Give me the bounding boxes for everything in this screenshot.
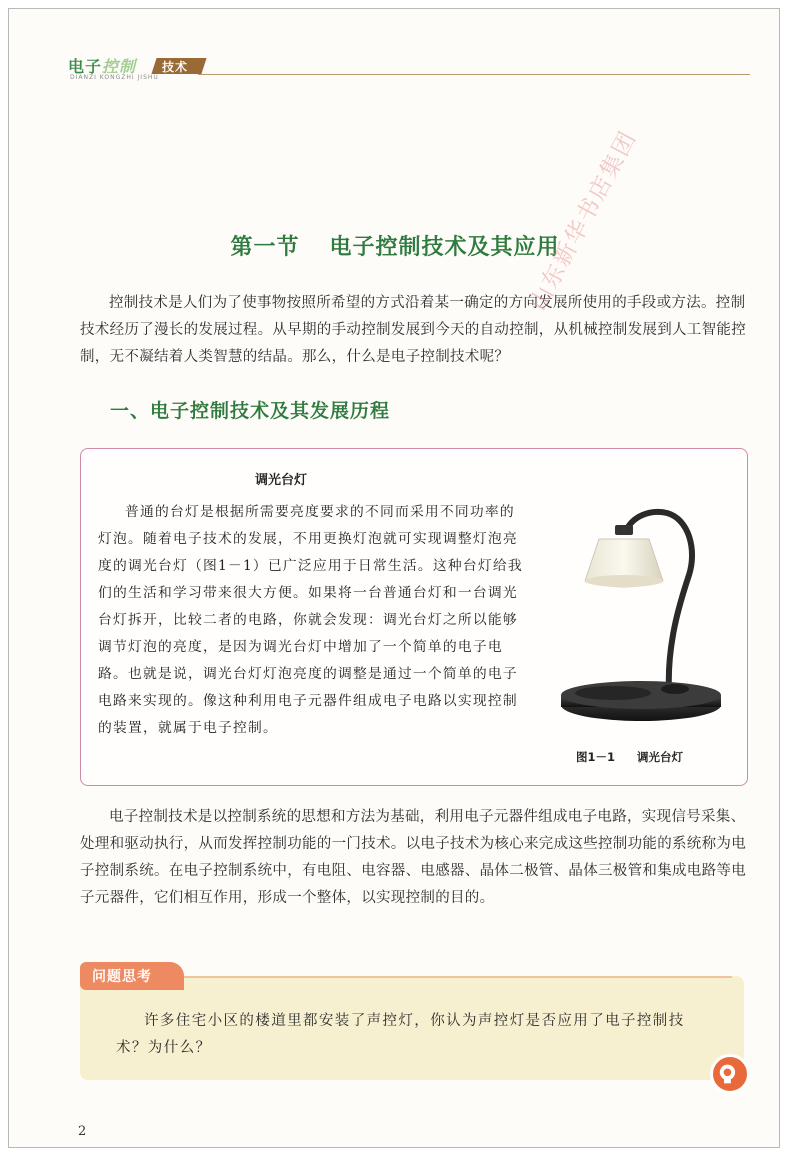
- logo-text-1: 电子: [68, 57, 103, 76]
- watermark: 山东新华书店集团: [525, 126, 643, 316]
- figure-caption-text: 调光台灯: [637, 750, 684, 764]
- think-box-edge: [170, 976, 732, 978]
- figure-number: 图1－1: [576, 750, 616, 764]
- running-header: [68, 52, 768, 82]
- header-pinyin: DIANZI KONGZHI JISHU: [70, 74, 159, 81]
- lamp-image: [551, 495, 731, 735]
- subheading: 一、电子控制技术及其发展历程: [110, 400, 391, 422]
- intro-paragraph: 控制技术是人们为了使事物按照所希望的方式沿着某一确定的方向发展所使用的手段或方法。控制技术经历了漫长的发展过程。从早期的手动控制发展到今天的自动控制，从机械控制发展到人工智能控制，无不凝结着人类智慧的结晶。那么，什么是电子控制技术呢？: [80, 295, 746, 365]
- page-number: 2: [78, 1124, 87, 1139]
- section-title-text: 电子控制技术及其应用: [329, 235, 560, 260]
- header-tag: 技术: [162, 60, 189, 74]
- think-box: [80, 969, 744, 1080]
- case-box: [80, 448, 748, 786]
- section-title: [0, 230, 790, 261]
- body-paragraph: 电子控制技术是以控制系统的思想和方法为基础，利用电子元器件组成电子电路，实现信号采集、处理和驱动执行，从而发挥控制功能的一门技术。以电子技术为核心来完成这些控制功能的系统称为电子控制系统。在电子控制系统中，有电阻、电容器、电感器、晶体二极管、晶体三极管和集成电路等电子元器件，它们相互作用，形成一个整体，以实现控制的目的。: [80, 809, 746, 906]
- think-label: 问题思考: [92, 969, 152, 985]
- section-number: 第一节: [230, 235, 300, 260]
- case-box-text: 普通的台灯是根据所需要亮度要求的不同而采用不同功率的灯泡。随着电子技术的发展，不用更换灯泡就可实现调整灯泡亮度的调光台灯（图1－1）已广泛应用于日常生活。这种台灯给我们的生活和学习带来很大方便。如果将一台普通台灯和一台调光台灯拆开，比较二者的电路，你就会发现：调光台灯之所以能够调节灯泡的亮度，是因为调光台灯中增加了一个简单的电子电路。也就是说，调光台灯灯泡亮度的调整是通过一个简单的电子电路来实现的。像这种利用电子元器件组成电子电路以实现控制的装置，就属于电子控制。: [98, 504, 523, 736]
- logo-text-2: 控制: [102, 57, 137, 76]
- think-text: 许多住宅小区的楼道里都安装了声控灯，你认为声控灯是否应用了电子控制技术？为什么？: [116, 1013, 685, 1056]
- figure-caption: [576, 749, 683, 765]
- thinking-head-icon: [710, 1054, 750, 1094]
- case-box-title: 调光台灯: [254, 473, 307, 488]
- header-rule: [198, 74, 750, 75]
